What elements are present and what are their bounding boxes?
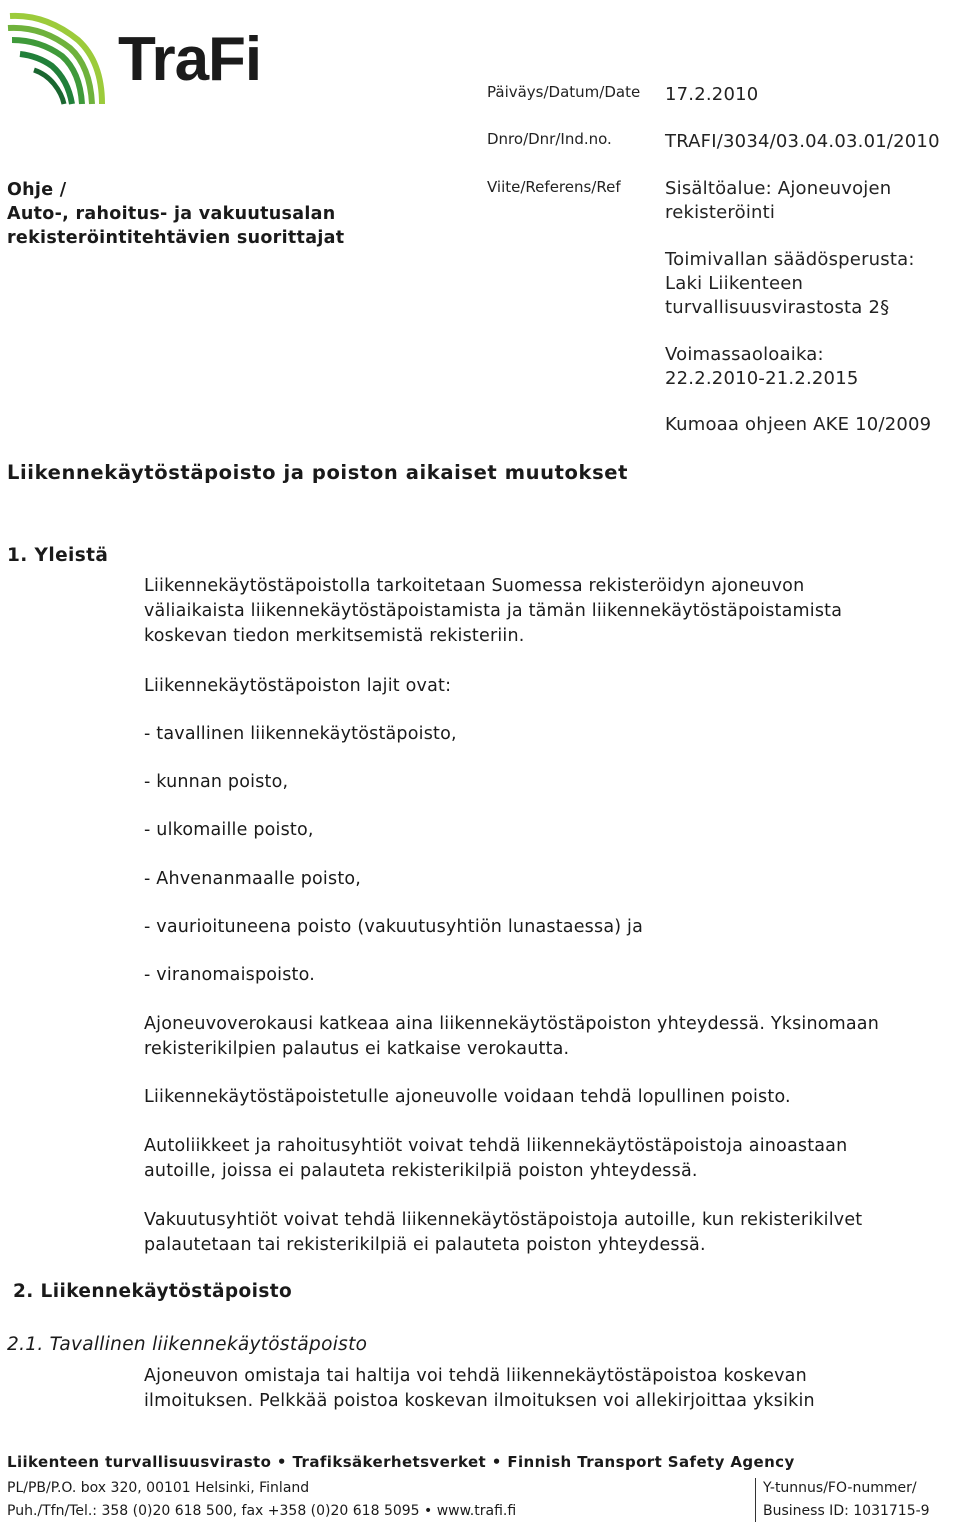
ref-line-1: Sisältöalue: Ajoneuvojen [665,178,892,199]
validity-line-2: 22.2.2010-21.2.2015 [665,368,859,389]
intro-line-2: väliaikaista liikennekäytöstäpoistamista ja tämän liikennekäytöstäpoistamista [144,601,843,621]
insurers-para-line-2: palautetaan tai rekisterikilpiä ei palauteta poiston yhteydessä. [144,1235,706,1255]
validity-line-1: Voimassaoloaika: [665,344,824,365]
intro-line-3: koskevan tiedon merkitsemistä rekisteriin. [144,626,525,646]
footer-phone: Puh./Tfn/Tel.: 358 (0)20 618 500, fax +358 (0)20 618 5095 • www.trafi.fi [7,1503,517,1519]
tax-para-line-2: rekisterikilpien palautus ei katkaise verokautta. [144,1039,570,1059]
ref-line-2: rekisteröinti [665,202,776,223]
basis-line-2: Laki Liikenteen [665,273,804,294]
final-removal-para: Liikennekäytöstäpoistetulle ajoneuvolle voidaan tehdä lopullinen poisto. [144,1087,791,1107]
dnro-label: Dnro/Dnr/Ind.no. [487,130,612,148]
list-item: - kunnan poisto, [144,772,289,792]
intro-line-1: Liikennekäytöstäpoistolla tarkoitetaan Suomessa rekisteröidyn ajoneuvon [144,576,805,596]
footer-id-value: Business ID: 1031715-9 [763,1503,930,1519]
list-item: - ulkomaille poisto, [144,820,314,840]
list-item: - tavallinen liikennekäytöstäpoisto, [144,724,457,744]
list-item: - Ahvenanmaalle poisto, [144,869,362,889]
ref-label: Viite/Referens/Ref [487,178,621,196]
document-title: Liikennekäytöstäpoisto ja poiston aikaiset muutokset [7,461,629,484]
trafi-logo [6,4,266,110]
date-label: Päiväys/Datum/Date [487,83,641,101]
doc-type-line-1: Ohje / [7,180,67,200]
section-2-1-line-2: ilmoituksen. Pelkkää poistoa koskevan ilmoituksen voi allekirjoittaa yksikin [144,1391,815,1411]
footer-address: PL/PB/P.O. box 320, 00101 Helsinki, Finland [7,1480,310,1496]
section-2-1-heading: 2.1. Tavallinen liikennekäytöstäpoisto [7,1334,368,1355]
section-2-1-line-1: Ajoneuvon omistaja tai haltija voi tehdä liikennekäytöstäpoistoa koskevan [144,1366,807,1386]
doc-type-line-3: rekisteröintitehtävien suorittajat [7,228,345,248]
insurers-para-line-1: Vakuutusyhtiöt voivat tehdä liikennekäytöstäpoistoja autoille, kun rekisterikilvet [144,1210,863,1230]
basis-line-1: Toimivallan säädösperusta: [665,249,915,270]
replaces-note: Kumoaa ohjeen AKE 10/2009 [665,414,932,435]
section-2-heading: 2. Liikennekäytöstäpoisto [13,1281,293,1302]
list-item: - viranomaispoisto. [144,965,315,985]
logo-text: TraFi [118,25,262,94]
types-intro: Liikennekäytöstäpoiston lajit ovat: [144,676,452,696]
dnro-value: TRAFI/3034/03.04.03.01/2010 [665,131,940,152]
footer-agency: Liikenteen turvallisuusvirasto • Trafiksäkerhetsverket • Finnish Transport Safety Agency [7,1453,795,1471]
doc-type-line-2: Auto-, rahoitus- ja vakuutusalan [7,204,336,224]
section-1-heading: 1. Yleistä [7,545,109,566]
dealers-para-line-1: Autoliikkeet ja rahoitusyhtiöt voivat tehdä liikennekäytöstäpoistoja ainoastaan [144,1136,848,1156]
footer-divider [755,1478,756,1522]
tax-para-line-1: Ajoneuvoverokausi katkeaa aina liikennekäytöstäpoiston yhteydessä. Yksinomaan [144,1014,880,1034]
footer-id-label: Y-tunnus/FO-nummer/ [763,1480,917,1496]
list-item: - vaurioituneena poisto (vakuutusyhtiön lunastaessa) ja [144,917,644,937]
dealers-para-line-2: autoille, joissa ei palauteta rekisterikilpiä poiston yhteydessä. [144,1161,698,1181]
date-value: 17.2.2010 [665,84,759,105]
basis-line-3: turvallisuusvirastosta 2§ [665,297,890,318]
